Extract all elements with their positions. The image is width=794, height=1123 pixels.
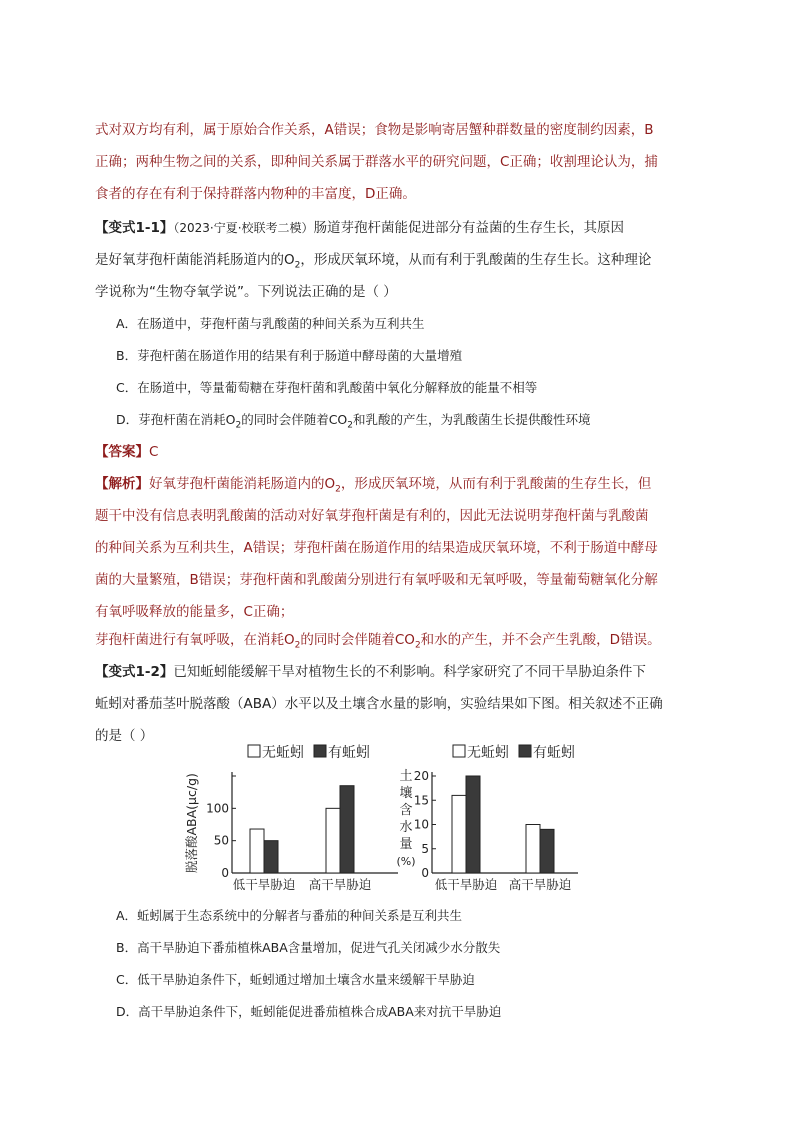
bar [452, 795, 466, 873]
q1-line2-sub: 2 [294, 260, 301, 271]
q1-option-d-b: 的同时会伴随着CO [241, 412, 348, 427]
analysis-l6-sub1: 2 [294, 640, 301, 651]
analysis-l6-c: 和水的产生，并不会产生乳酸，D错误。 [420, 632, 661, 648]
y-axis-label: 脱落酸ABA(μc/g) [184, 773, 199, 873]
legend-swatch [248, 745, 260, 757]
answer-value: C [149, 444, 159, 460]
q1-line1-text: 肠道芽孢杆菌能促进部分有益菌的生存生长，其原因 [313, 220, 625, 236]
y-tick-label: 20 [413, 769, 429, 783]
legend-label: 无蚯蚓 [262, 745, 304, 761]
q1-option-d-sub2: 2 [347, 420, 354, 431]
answer-tag: 【答案】 [95, 444, 149, 460]
q2-option-d: D．高干旱胁迫条件下，蚯蚓能促进番茄植株合成ABA来对抗干旱胁迫 [116, 1004, 502, 1019]
y-axis-label-char: 壤 [399, 786, 413, 801]
q1-tag: 【变式1-1】 [95, 220, 174, 236]
category-label: 高干旱胁迫 [508, 877, 572, 892]
q2-line3: 的是（ ） [95, 728, 154, 744]
y-axis-label-char: 水 [399, 820, 413, 835]
y-axis-label-unit: (%) [396, 855, 416, 868]
y-axis-label-char: 含 [399, 803, 413, 818]
q1-line2-b: ，形成厌氧环境，从而有利于乳酸菌的生存生长。这种理论 [300, 252, 652, 268]
bar [466, 776, 480, 873]
y-tick-label: 15 [413, 793, 429, 808]
bar [250, 829, 264, 873]
q2-tag: 【变式1-2】 [95, 664, 174, 680]
y-axis-label-char: 土 [399, 769, 413, 784]
legend-swatch [453, 745, 465, 757]
q2-option-b: B．高干旱胁迫下番茄植株ABA含量增加，促进气孔关闭减少水分散失 [116, 940, 501, 955]
category-label: 高干旱胁迫 [308, 877, 372, 892]
analysis-l6-sub2: 2 [414, 640, 421, 651]
legend-label: 有蚯蚓 [328, 745, 370, 761]
q2-option-a: A．蚯蚓属于生态系统中的分解者与番茄的种间关系是互利共生 [116, 908, 463, 923]
analysis-l1-b: ，形成厌氧环境，从而有利于乳酸菌的生存生长，但 [340, 476, 652, 492]
q2-option-c: C．低干旱胁迫条件下，蚯蚓通过增加土壤含水量来缓解干旱胁迫 [116, 972, 475, 987]
q1-option-d-sub1: 2 [235, 420, 242, 431]
y-tick-label: 0 [221, 866, 229, 880]
y-tick-label: 5 [421, 841, 429, 856]
analysis-line4: 菌的大量繁殖，B错误；芽孢杆菌和乳酸菌分别进行有氧呼吸和无氧呼吸，等量葡萄糖氧化分解 [95, 572, 658, 588]
y-tick-label: 50 [213, 833, 229, 848]
intro-line: 食者的存在有利于保持群落内物种的丰富度，D正确。 [95, 186, 416, 202]
analysis-l1-a: 好氧芽孢杆菌能消耗肠道内的O [149, 476, 336, 492]
q1-option-d-c: 和乳酸的产生，为乳酸菌生长提供酸性环境 [353, 412, 591, 427]
y-tick-label: 10 [413, 817, 429, 832]
category-label: 低干旱胁迫 [434, 877, 498, 892]
legend-label: 无蚯蚓 [467, 745, 509, 761]
bar [540, 829, 554, 873]
bar [326, 808, 340, 873]
bar [264, 841, 278, 873]
q2-line1-text: 已知蚯蚓能缓解干旱对植物生长的不利影响。科学家研究了不同干旱胁迫条件下 [173, 664, 646, 680]
analysis-line5: 有氧呼吸释放的能量多，C正确； [95, 604, 294, 620]
intro-line: 正确；两种生物之间的关系，即种间关系属于群落水平的研究问题，C正确；收割理论认为，捕 [95, 154, 658, 170]
legend-label: 有蚯蚓 [533, 745, 575, 761]
category-label: 低干旱胁迫 [232, 877, 296, 892]
analysis-tag: 【解析】 [95, 476, 149, 492]
q1-option-d-a: D．芽孢杆菌在消耗O [116, 412, 236, 427]
legend-swatch [519, 745, 531, 757]
q1-option-c: C．在肠道中，等量葡萄糖在芽孢杆菌和乳酸菌中氧化分解释放的能量不相等 [116, 380, 538, 395]
q1-line3: 学说称为“生物夺氧学说”。下列说法正确的是（ ） [95, 284, 397, 300]
bar [340, 786, 354, 873]
analysis-l1-sub: 2 [335, 484, 341, 495]
analysis-line2: 题干中没有信息表明乳酸菌的活动对好氧芽孢杆菌是有利的，因此无法说明芽孢杆菌与乳酸菌 [95, 508, 649, 524]
y-tick-label: 100 [206, 801, 229, 816]
y-axis-label-char: 量 [399, 837, 413, 852]
chart-soil-water [396, 744, 578, 892]
analysis-l6-b: 的同时会伴随着CO [300, 632, 415, 648]
q1-option-b: B．芽孢杆菌在肠道作用的结果有利于肠道中酵母菌的大量增殖 [116, 348, 463, 363]
bar [526, 825, 540, 874]
intro-line: 式对双方均有利，属于原始合作关系，A错误；食物是影响寄居蟹种群数量的密度制约因素，B [95, 122, 654, 138]
q2-line2: 蚯蚓对番茄茎叶脱落酸（ABA）水平以及土壤含水量的影响，实验结果如下图。相关叙述不正确 [95, 696, 663, 712]
analysis-l6-a: 芽孢杆菌进行有氧呼吸，在消耗O [95, 632, 295, 648]
y-tick-label: 0 [421, 866, 429, 880]
analysis-line3: 的种间关系为互利共生，A错误；芽孢杆菌在肠道作用的结果造成厌氧环境，不利于肠道中酵母 [95, 540, 658, 556]
q1-line2-a: 是好氧芽孢杆菌能消耗肠道内的O [95, 252, 295, 268]
chart-aba [184, 744, 398, 892]
q1-source: （2023·宁夏·校联考二模） [173, 221, 314, 235]
q1-option-a: A．在肠道中，芽孢杆菌与乳酸菌的种间关系为互利共生 [116, 316, 425, 331]
legend-swatch [314, 745, 326, 757]
